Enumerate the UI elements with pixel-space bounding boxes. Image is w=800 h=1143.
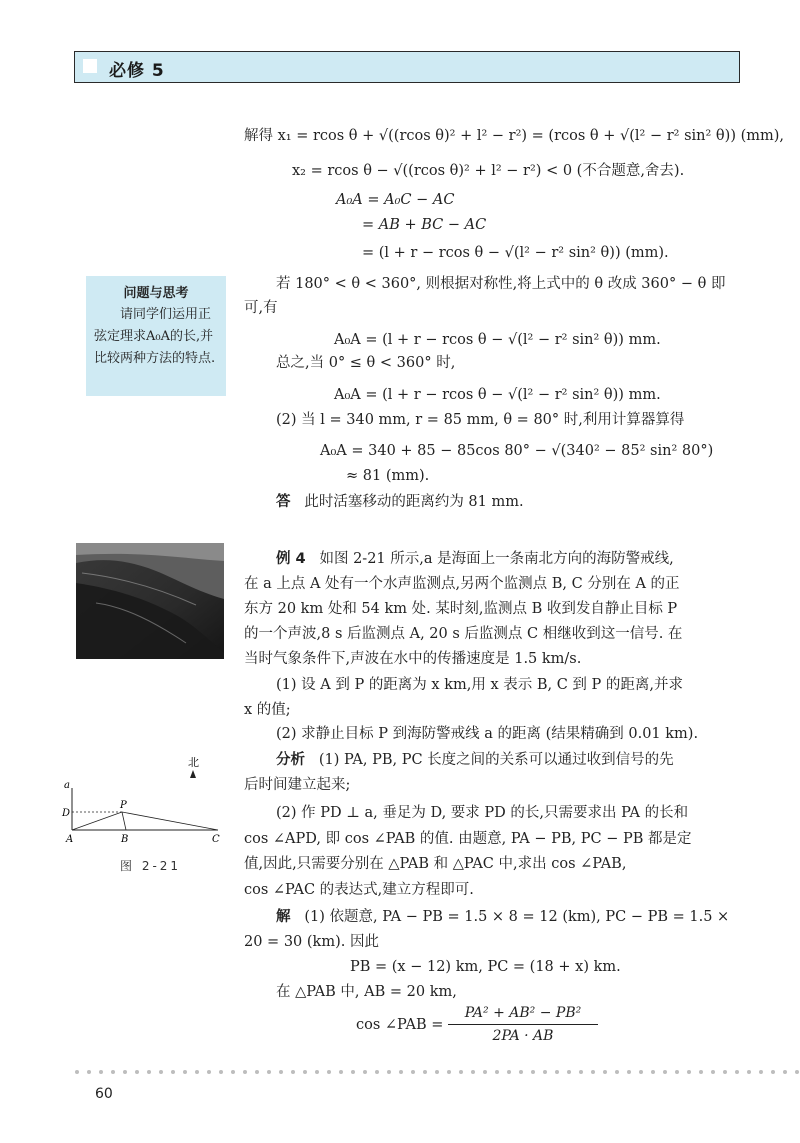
footer-dot: [675, 1070, 679, 1074]
fraction-numerator: PA² + AB² − PB²: [448, 1004, 598, 1025]
footer-dot: [231, 1070, 235, 1074]
text-line: cos ∠PAC 的表达式,建立方程即可.: [244, 882, 474, 898]
analysis-label: 分析: [276, 752, 305, 768]
text-line: A₀A = (l + r − rcos θ − √(l² − r² sin² θ)) mm.: [334, 387, 661, 403]
footer-dot: [219, 1070, 223, 1074]
footer-dot: [519, 1070, 523, 1074]
text-line: 若 180° < θ < 360°, 则根据对称性,将上式中的 θ 改成 360° − θ 即: [276, 276, 726, 292]
answer-label: 答: [276, 494, 291, 510]
label-P: P: [120, 800, 127, 811]
footer-dot: [747, 1070, 751, 1074]
footer-dot: [759, 1070, 763, 1074]
footer-dot: [771, 1070, 775, 1074]
footer-dot: [699, 1070, 703, 1074]
label-A: A: [66, 834, 74, 845]
footer-dot: [375, 1070, 379, 1074]
text-line: ≈ 81 (mm).: [346, 468, 430, 484]
footer-dot: [171, 1070, 175, 1074]
footer-dot: [627, 1070, 631, 1074]
text-line: = (l + r − rcos θ − √(l² − r² sin² θ)) (mm).: [362, 245, 669, 261]
footer-dot: [531, 1070, 535, 1074]
text-line: 可,有: [244, 300, 278, 316]
footer-dot: [579, 1070, 583, 1074]
text-line: A₀A = (l + r − rcos θ − √(l² − r² sin² θ)) mm.: [334, 332, 661, 348]
footer-dot: [603, 1070, 607, 1074]
label-C: C: [212, 834, 220, 845]
footer-dot: [111, 1070, 115, 1074]
text-line: 总之,当 0° ≤ θ < 360° 时,: [276, 355, 456, 371]
text-line: (2) 当 l = 340 mm, r = 85 mm, θ = 80° 时,利用计算器算得: [276, 412, 685, 428]
footer-dot: [447, 1070, 451, 1074]
cos-formula-lhs: cos ∠PAB =: [356, 1017, 444, 1033]
text-line: x₂ = rcos θ − √((rcos θ)² + l² − r²) < 0 (不合题意,舍去).: [292, 163, 685, 179]
footer-dot: [195, 1070, 199, 1074]
figure-caption: 图 2-21: [120, 859, 182, 873]
cos-formula-fraction: [448, 1004, 598, 1045]
footer-dot: [687, 1070, 691, 1074]
text-line: (2) 求静止目标 P 到海防警戒线 a 的距离 (结果精确到 0.01 km).: [276, 726, 699, 742]
text-line: 解得 x₁ = rcos θ + √((rcos θ)² + l² − r²) = (rcos θ + √(l² − r² sin² θ)) (mm),: [244, 128, 785, 144]
analysis-text: (1) PA, PB, PC 长度之间的关系可以通过收到信号的先: [318, 752, 674, 768]
example-label: 例 4: [276, 551, 306, 567]
footer-dot: [615, 1070, 619, 1074]
footer-dot: [495, 1070, 499, 1074]
solution-label: 解: [276, 909, 291, 925]
fraction-denominator: 2PA · AB: [492, 1028, 554, 1044]
footer-dot: [735, 1070, 739, 1074]
footer-dot: [471, 1070, 475, 1074]
line-PA: [72, 812, 122, 830]
analysis-line: [276, 750, 674, 770]
text-line: 当时气象条件下,声波在水中的传播速度是 1.5 km/s.: [244, 651, 582, 667]
footer-dot: [567, 1070, 571, 1074]
label-a: a: [64, 780, 70, 791]
line-PB: [122, 812, 126, 830]
text-line: (1) 设 A 到 P 的距离为 x km,用 x 表示 B, C 到 P 的距离,并求: [276, 677, 684, 693]
footer-dot: [303, 1070, 307, 1074]
side-note-box: [86, 276, 226, 396]
footer-dot: [399, 1070, 403, 1074]
footer-dot: [255, 1070, 259, 1074]
footer-dot: [159, 1070, 163, 1074]
line-PC: [122, 812, 218, 830]
chapter-header-band: [74, 51, 740, 83]
answer-text: 此时活塞移动的距离约为 81 mm.: [304, 494, 524, 510]
text-line: 的一个声波,8 s 后监测点 A, 20 s 后监测点 C 相继收到这一信号. 在: [244, 626, 683, 642]
solution-text: (1) 依题意, PA − PB = 1.5 × 8 = 12 (km), PC − PB = 1.5 ×: [304, 909, 730, 925]
example-line: [276, 549, 674, 569]
text-line: 在 △PAB 中, AB = 20 km,: [276, 984, 457, 1000]
side-note-body: 请同学们运用正弦定理求A₀A的长,并比较两种方法的特点.: [94, 307, 216, 366]
example-text: 如图 2-21 所示,a 是海面上一条南北方向的海防警戒线,: [319, 551, 674, 567]
footer-dot: [315, 1070, 319, 1074]
text-line: = AB + BC − AC: [362, 217, 487, 233]
text-line: x 的值;: [244, 702, 291, 718]
label-D: D: [62, 808, 71, 819]
footer-dot: [507, 1070, 511, 1074]
text-line: 值,因此,只需要分别在 △PAB 和 △PAC 中,求出 cos ∠PAB,: [244, 856, 627, 872]
solution-line: [276, 907, 729, 927]
footer-dot: [279, 1070, 283, 1074]
footer-dot: [327, 1070, 331, 1074]
answer-line: [276, 492, 524, 512]
figure-2-21: [60, 752, 230, 872]
footer-dot: [123, 1070, 127, 1074]
footer-dot: [183, 1070, 187, 1074]
footer-dot: [723, 1070, 727, 1074]
north-label: 北: [188, 756, 199, 769]
footer-dot: [87, 1070, 91, 1074]
text-line: 后时间建立起来;: [244, 777, 351, 793]
coastline-photo: [76, 543, 224, 659]
chapter-title: 必修 5: [109, 61, 165, 81]
north-arrow-icon: [190, 770, 196, 778]
footer-dot: [639, 1070, 643, 1074]
label-B: B: [121, 834, 129, 845]
page-number: 60: [95, 1086, 113, 1102]
footer-dot: [291, 1070, 295, 1074]
footer-dot: [207, 1070, 211, 1074]
footer-dot: [663, 1070, 667, 1074]
header-square-icon: [83, 59, 97, 73]
footer-dot: [243, 1070, 247, 1074]
text-line: A₀A = A₀C − AC: [336, 192, 455, 208]
footer-dot: [795, 1070, 799, 1074]
text-line: (2) 作 PD ⊥ a, 垂足为 D, 要求 PD 的长,只需要求出 PA 的长和: [276, 805, 689, 821]
footer-dot: [555, 1070, 559, 1074]
footer-dot: [267, 1070, 271, 1074]
footer-dot: [543, 1070, 547, 1074]
footer-dot: [435, 1070, 439, 1074]
footer-dot: [387, 1070, 391, 1074]
footer-dot: [783, 1070, 787, 1074]
footer-dot: [591, 1070, 595, 1074]
text-line: cos ∠APD, 即 cos ∠PAB 的值. 由题意, PA − PB, PC − PB 都是定: [244, 831, 692, 847]
footer-dot: [135, 1070, 139, 1074]
text-line: A₀A = 340 + 85 − 85cos 80° − √(340² − 85² sin² 80°): [320, 443, 714, 459]
side-note-title: 问题与思考: [123, 286, 189, 301]
footer-dot: [651, 1070, 655, 1074]
footer-dot: [411, 1070, 415, 1074]
footer-dotted-rule: [74, 1069, 800, 1075]
footer-dot: [363, 1070, 367, 1074]
footer-dot: [459, 1070, 463, 1074]
footer-dot: [75, 1070, 79, 1074]
text-line: 东方 20 km 处和 54 km 处. 某时刻,监测点 B 收到发自静止目标 P: [244, 601, 678, 617]
footer-dot: [147, 1070, 151, 1074]
footer-dot: [483, 1070, 487, 1074]
footer-dot: [99, 1070, 103, 1074]
text-line: PB = (x − 12) km, PC = (18 + x) km.: [350, 959, 621, 975]
text-line: 20 = 30 (km). 因此: [244, 934, 379, 950]
text-line: 在 a 上点 A 处有一个水声监测点,另两个监测点 B, C 分别在 A 的正: [244, 576, 680, 592]
footer-dot: [711, 1070, 715, 1074]
footer-dot: [339, 1070, 343, 1074]
footer-dot: [351, 1070, 355, 1074]
footer-dot: [423, 1070, 427, 1074]
